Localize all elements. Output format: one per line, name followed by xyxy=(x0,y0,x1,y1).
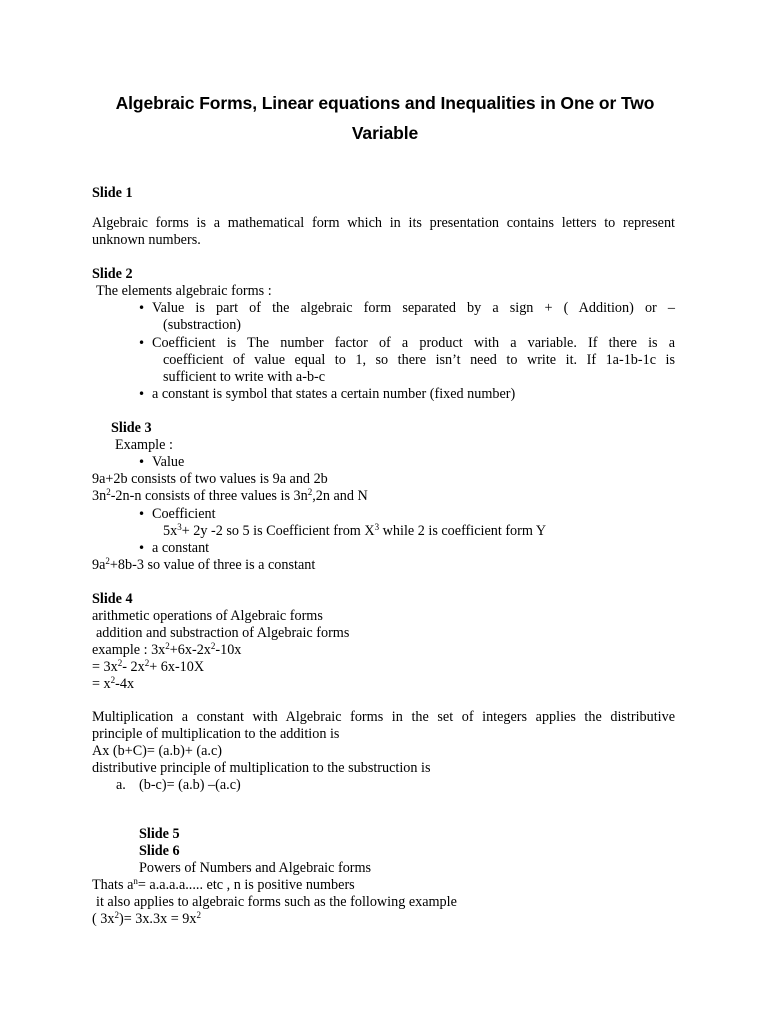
slide-4-line-1: arithmetic operations of Algebraic forms xyxy=(92,608,323,624)
slide-3-value-example-1: 9a+2b consists of two values is 9a and 2b xyxy=(92,471,328,487)
slide-3-example-label: Example : xyxy=(115,437,173,453)
slide-6-line-2: it also applies to algebraic forms such as the following example xyxy=(96,894,457,910)
slide-3-heading: Slide 3 xyxy=(111,420,152,436)
slide-4-heading: Slide 4 xyxy=(92,591,133,607)
slide-1-heading: Slide 1 xyxy=(92,185,133,201)
slide-1-text-line-1: Algebraic forms is a mathematical form which in its presentation contains letters to represent xyxy=(92,215,675,231)
slide-2-bullet-constant: • a constant is symbol that states a certain number (fixed number) xyxy=(152,386,515,403)
slide-2-bullet-coefficient: • Coefficient is The number factor of a product with a variable. If there is a xyxy=(152,335,675,352)
slide-4-line-5: = $x^2-4x$ xyxy=(92,675,135,692)
document-title: Algebraic Forms, Linear equations and Inequalities in One or Two Variable xyxy=(115,93,655,143)
slide-2-intro: The elements algebraic forms : xyxy=(96,283,272,299)
slide-1-text-line-2: unknown numbers. xyxy=(92,232,201,248)
slide-4-line-4: = $3x^2-$ $2x^2+ 6x-10X$ xyxy=(92,658,205,675)
slide-3-coefficient-example: $5x^3+ 2y$ -2 so 5 is Coefficient from $X^3$ while 2 is coefficient form Y xyxy=(163,522,547,539)
slide-6-line-1: Thats $a^n= a.a.a.a$..... etc , n is positive numbers xyxy=(92,876,355,893)
slide-3-bullet-coefficient: • Coefficient xyxy=(152,506,216,523)
slide-4-list-marker: a. xyxy=(116,777,126,793)
slide-4-list-item: (b-c)= (a.b) –(a.c) xyxy=(139,777,241,793)
slide-4-line-2: addition and substraction of Algebraic forms xyxy=(96,625,350,641)
slide-2-bullet-coefficient-cont-1: coefficient of value equal to 1, so there isn’t need to write it. If 1a-1b-1c is xyxy=(163,352,675,368)
slide-4-line-3: example : $3x^2+6x-2x^2-10x$ xyxy=(92,641,242,658)
slide-6-line-3: ( $3x^2)= 3x.3x = 9x^2$ xyxy=(92,910,201,927)
slide-2-bullet-value-cont: (substraction) xyxy=(163,317,242,333)
slide-3-bullet-value: • Value xyxy=(152,454,184,471)
slide-4-multiplication-line-4: distributive principle of multiplication to the substruction is xyxy=(92,760,431,776)
slide-5-heading: Slide 5 xyxy=(139,826,180,842)
slide-4-multiplication-line-1: Multiplication a constant with Algebraic forms in the set of integers applies the distributive xyxy=(92,709,675,725)
slide-2-heading: Slide 2 xyxy=(92,266,133,282)
slide-4-multiplication-line-2: principle of multiplication to the addition is xyxy=(92,726,340,742)
slide-3-constant-example: $9a^2+8b-3$ so value of three is a constant xyxy=(92,556,316,573)
slide-3-bullet-constant: • a constant xyxy=(152,540,209,557)
slide-2-bullet-coefficient-cont-2: sufficient to write with a-b-c xyxy=(163,369,326,385)
slide-6-heading: Slide 6 xyxy=(139,843,180,859)
slide-3-value-example-2: $3n^2-2n-n$ consists of three values is $3n^2,2n$ and N xyxy=(92,487,368,504)
slide-6-subtitle: Powers of Numbers and Algebraic forms xyxy=(139,860,372,876)
slide-2-bullet-value: • Value is part of the algebraic form separated by a sign + ( Addition) or – xyxy=(152,300,675,317)
slide-4-multiplication-line-3: Ax (b+C)= (a.b)+ (a.c) xyxy=(92,743,222,759)
